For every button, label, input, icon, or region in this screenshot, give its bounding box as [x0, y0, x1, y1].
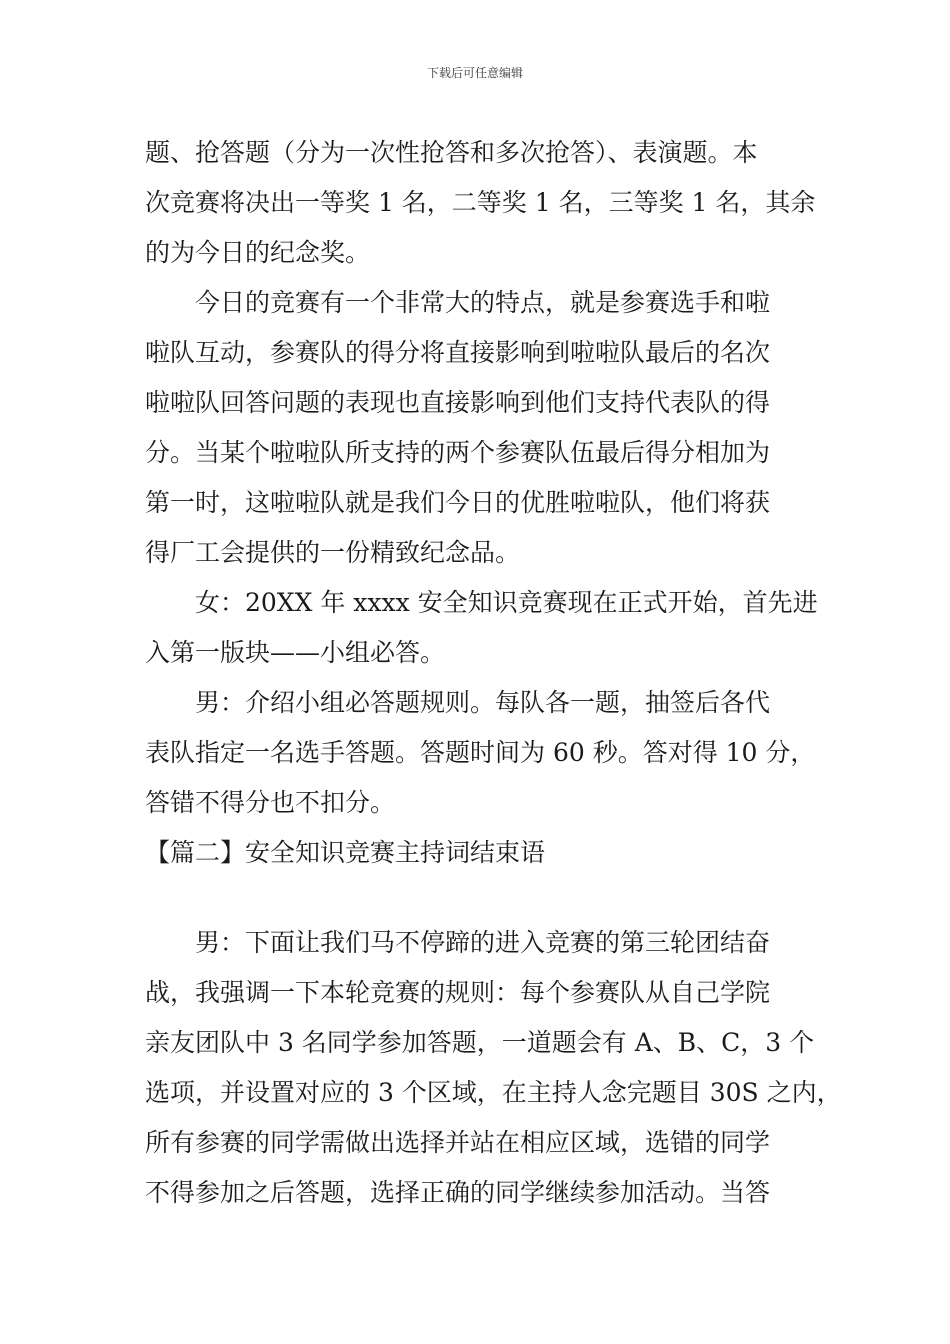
text-line: 啦队互动，参赛队的得分将直接影响到啦啦队最后的名次 — [145, 338, 771, 367]
document-body — [145, 128, 842, 1218]
text-line: 分。当某个啦啦队所支持的两个参赛队伍最后得分相加为 — [145, 438, 771, 467]
text-line: 不得参加之后答题，选择正确的同学继续参加活动。当答 — [145, 1178, 771, 1207]
text-line: 所有参赛的同学需做出选择并站在相应区域，选错的同学 — [145, 1128, 771, 1157]
paragraph-start-line: 女：20XX 年 xxxx 安全知识竞赛现在正式开始，首先进 — [195, 588, 818, 617]
text-line: 次竞赛将决出一等奖 1 名，二等奖 1 名，三等奖 1 名，其余 — [145, 188, 816, 217]
paragraph-start-line: 男：下面让我们马不停蹄的进入竞赛的第三轮团结奋 — [195, 928, 771, 957]
paragraph-start-line: 今日的竞赛有一个非常大的特点，就是参赛选手和啦 — [195, 288, 771, 317]
paragraph-start-line: 男：介绍小组必答题规则。每队各一题，抽签后各代 — [195, 688, 771, 717]
text-line: 亲友团队中 3 名同学参加答题，一道题会有 A、B、C，3 个 — [145, 1028, 815, 1057]
page-header-caption: 下载后可任意编辑 — [426, 66, 523, 80]
text-line: 的为今日的纪念奖。 — [145, 238, 371, 267]
text-line: 得厂工会提供的一份精致纪念品。 — [145, 538, 521, 567]
text-line: 战，我强调一下本轮竞赛的规则：每个参赛队从自己学院 — [145, 978, 771, 1007]
text-line: 第一时，这啦啦队就是我们今日的优胜啦啦队，他们将获 — [145, 488, 771, 517]
text-line: 题、抢答题（分为一次性抢答和多次抢答）、表演题。本 — [145, 138, 758, 167]
text-line: 入第一版块——小组必答。 — [145, 638, 446, 667]
text-line: 啦啦队回答问题的表现也直接影响到他们支持代表队的得 — [145, 388, 771, 417]
section-heading: 【篇二】安全知识竞赛主持词结束语 — [145, 838, 546, 867]
text-line: 表队指定一名选手答题。答题时间为 60 秒。答对得 10 分， — [145, 738, 816, 767]
text-line: 答错不得分也不扣分。 — [145, 788, 396, 817]
blank-spacer — [145, 878, 815, 918]
text-line: 选项，并设置对应的 3 个区域，在主持人念完题目 30S 之内， — [145, 1078, 842, 1107]
